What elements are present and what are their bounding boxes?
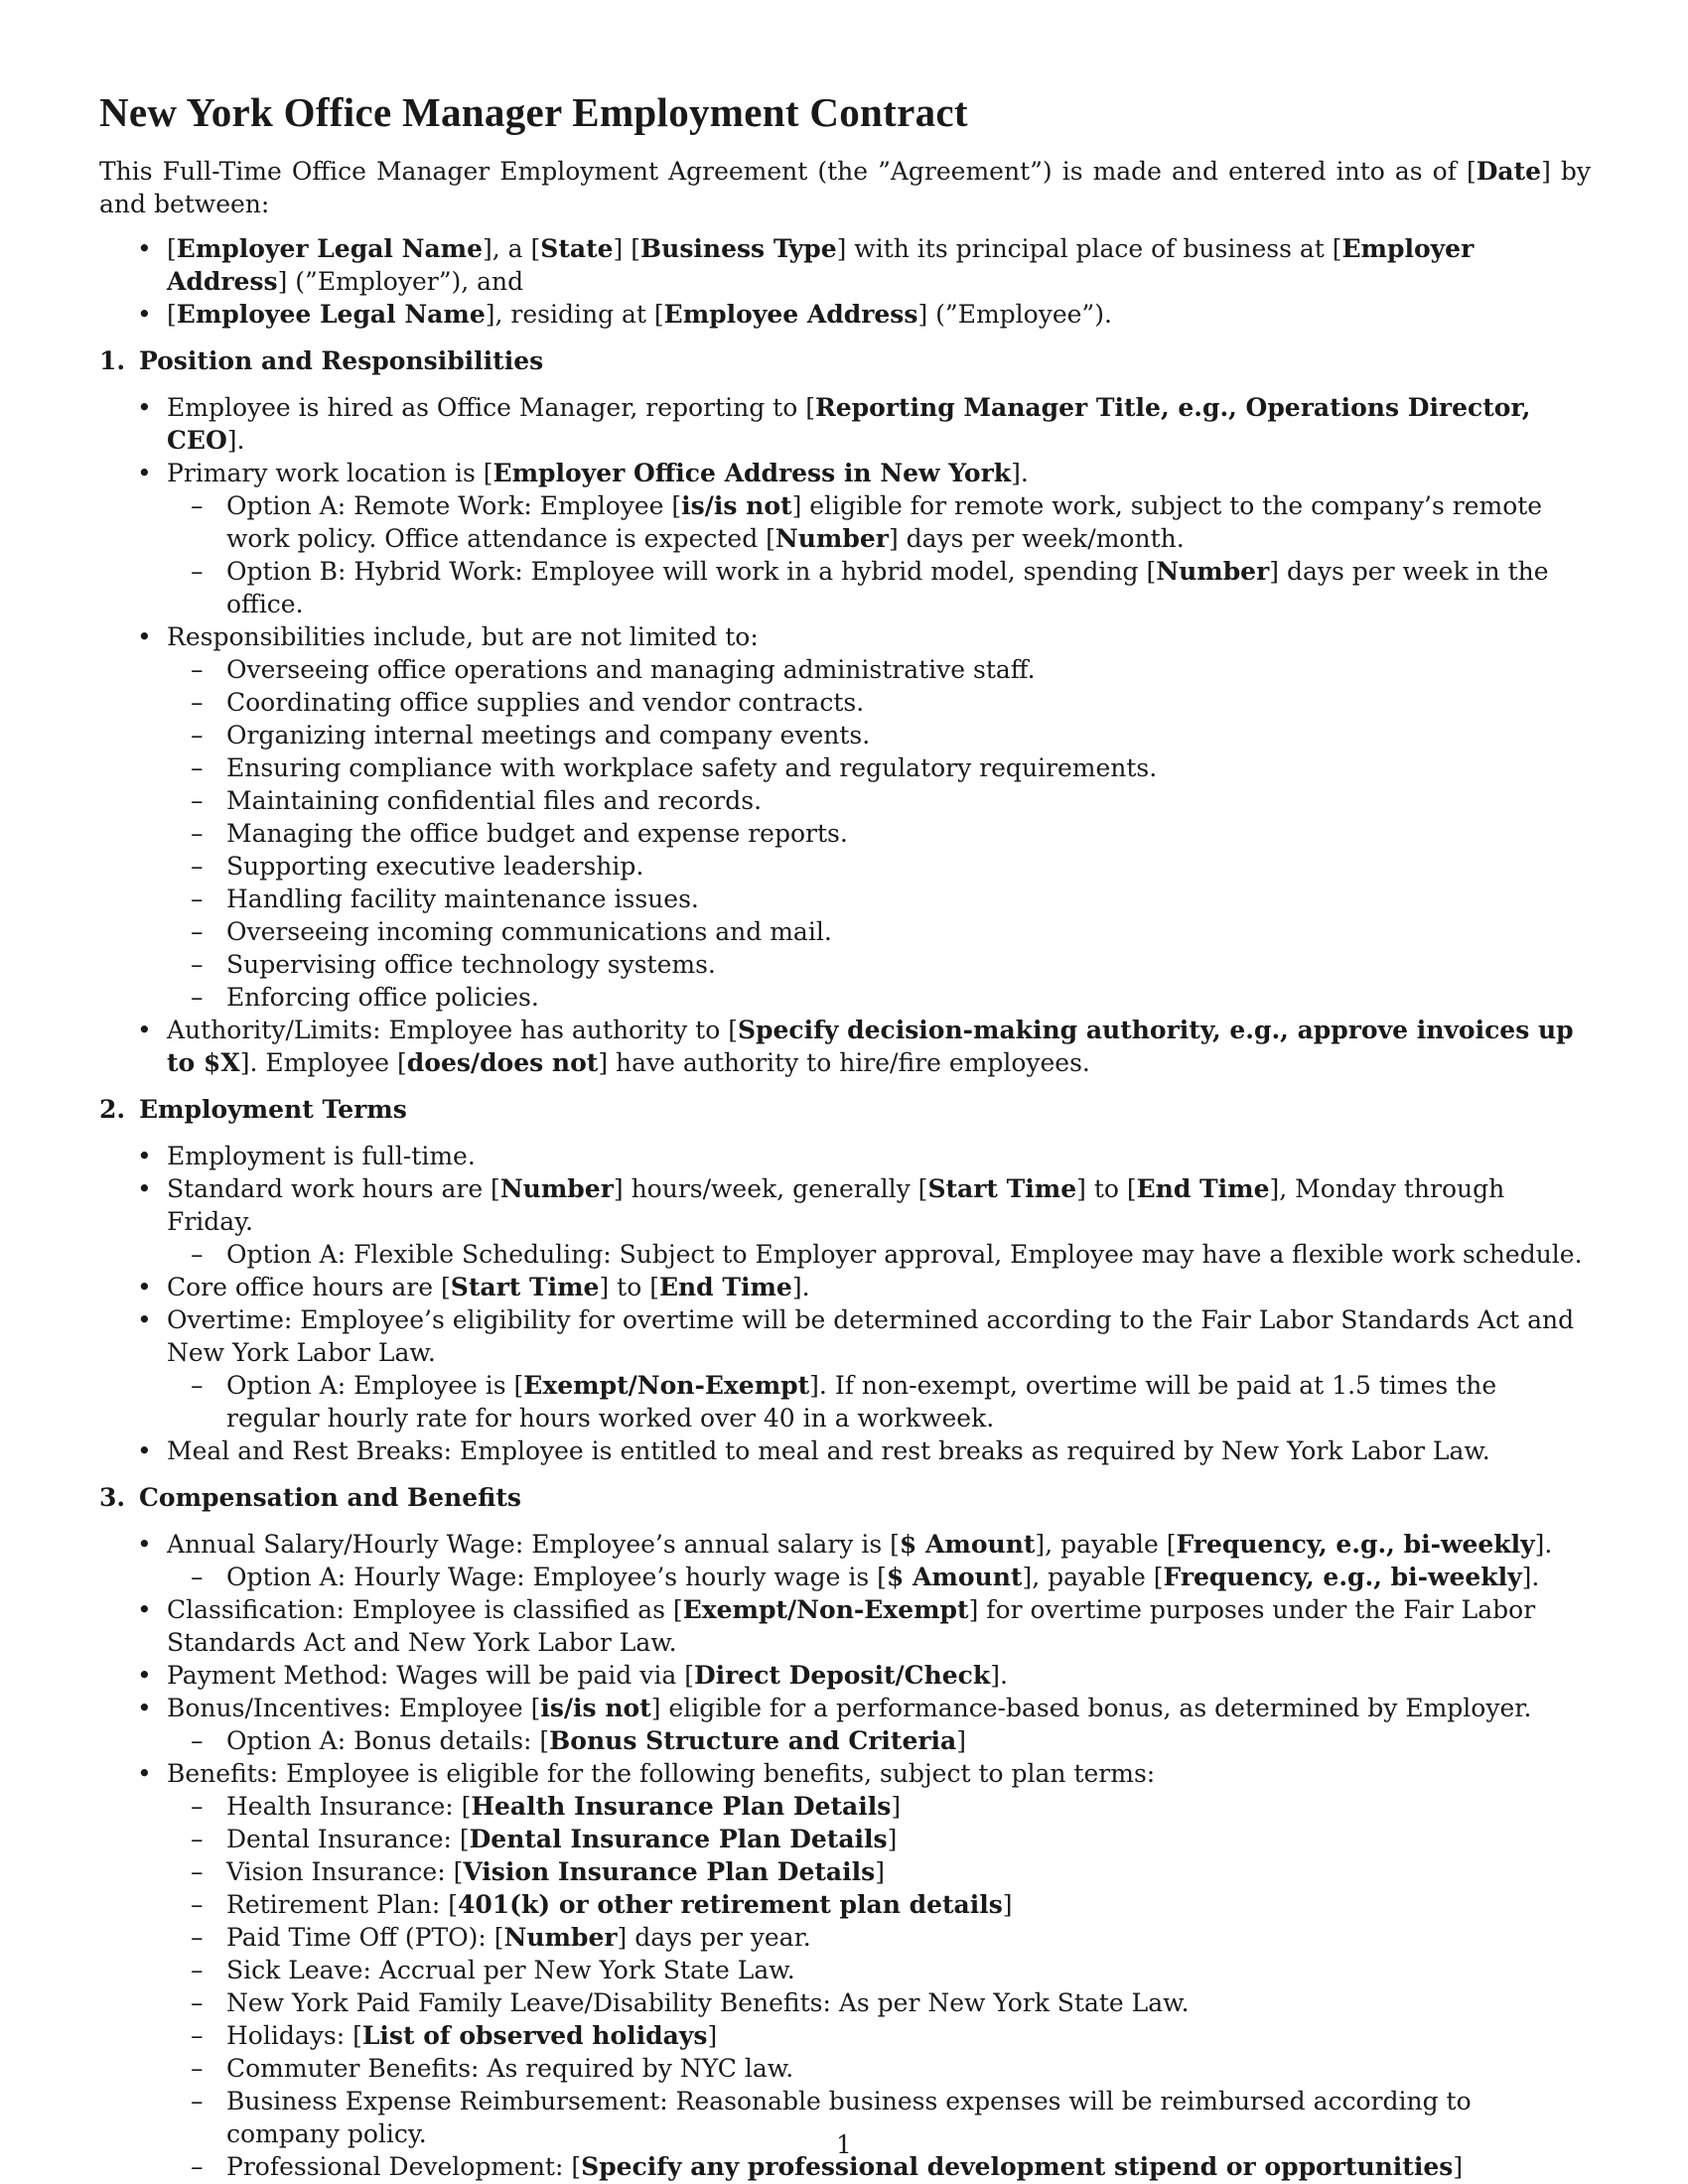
- section-employment-terms: [99, 1093, 1591, 1467]
- list-item: – Option A: Bonus details: [Bonus Structure and Criteria]: [167, 1724, 1591, 1757]
- list-item: – Option A: Employee is [Exempt/Non-Exempt]. If non-exempt, overtime will be paid at 1.5 times the regular hourly rate for hours worked over 40 in a workweek.: [167, 1369, 1591, 1434]
- section-heading: 3. Compensation and Benefits: [99, 1483, 521, 1512]
- document-page: [99, 85, 1591, 2183]
- list-item: – Option A: Flexible Scheduling: Subject to Employer approval, Employee may have a flexible work schedule.: [167, 1238, 1591, 1271]
- list-item: – Professional Development: [Specify any professional development stipend or opportunities]: [167, 2150, 1591, 2183]
- section-compensation: [99, 1481, 1591, 2183]
- page-number: 1: [836, 2130, 852, 2159]
- date-placeholder: Date: [1476, 157, 1542, 186]
- list-item: • Overtime: Employee’s eligibility for overtime will be determined according to the Fair Labor Standards Act and New York Labor Law. – Option A: Employee is [Exempt/Non-Exempt]. If non-exempt, overtime will be paid at 1.5 times the regular hourly rate for hours worked over 40 in a workweek.: [99, 1303, 1591, 1434]
- list-item: – Vision Insurance: [Vision Insurance Plan Details]: [167, 1855, 1591, 1888]
- list-item: • Employee is hired as Office Manager, reporting to [Reporting Manager Title, e.g., Operations Director, CEO].: [99, 391, 1591, 457]
- list-item: – Sick Leave: Accrual per New York State Law.: [167, 1954, 1591, 1986]
- list-item: – Supervising office technology systems.: [167, 948, 1591, 981]
- list-item: • Core office hours are [Start Time] to [End Time].: [99, 1271, 1591, 1303]
- list-item: – Option A: Hourly Wage: Employee’s hourly wage is [$ Amount], payable [Frequency, e.g., bi-weekly].: [167, 1561, 1591, 1593]
- list-item: – Option B: Hybrid Work: Employee will work in a hybrid model, spending [Number] days per week in the office.: [167, 555, 1591, 620]
- list-item: – New York Paid Family Leave/Disability Benefits: As per New York State Law.: [167, 1986, 1591, 2019]
- list-item: • Meal and Rest Breaks: Employee is entitled to meal and rest breaks as required by New York Labor Law.: [99, 1434, 1591, 1467]
- list-item: • Employment is full-time.: [99, 1140, 1591, 1172]
- list-item: – Supporting executive leadership.: [167, 850, 1591, 883]
- list-item: • Responsibilities include, but are not limited to: – Overseeing office operations and managing administrative staff. – Coordinating office supplies and vendor contracts. – Organizing internal meetings and company events. – Ensuring compliance with workplace safety and regulatory requirements. – Maintaining confidential files and records. – Managing the office budget and expense reports. – Supporting executive leadership. – Handling facility maintenance issues. – Overseeing incoming communications and mail. – Supervising office technology systems. – Enforcing office policies.: [99, 620, 1591, 1014]
- list-item: • [Employee Legal Name], residing at [Employee Address] (”Employee”).: [99, 298, 1591, 331]
- intro-paragraph: This Full-Time Office Manager Employment Agreement (the ”Agreement”) is made and entered into as of [Date] by and between:: [99, 157, 1592, 218]
- list-item: – Managing the office budget and expense reports.: [167, 817, 1591, 850]
- list-item: – Dental Insurance: [Dental Insurance Plan Details]: [167, 1823, 1591, 1855]
- section-position: [99, 344, 1591, 1079]
- list-item: – Overseeing incoming communications and mail.: [167, 915, 1591, 948]
- list-item: – Business Expense Reimbursement: Reasonable business expenses will be reimbursed according to company policy.: [167, 2085, 1591, 2150]
- list-item: – Option A: Remote Work: Employee [is/is not] eligible for remote work, subject to the company’s remote work policy. Office attendance is expected [Number] days per week/month.: [167, 489, 1591, 555]
- list-item: • Classification: Employee is classified as [Exempt/Non-Exempt] for overtime purposes under the Fair Labor Standards Act and New York Labor Law.: [99, 1593, 1591, 1659]
- list-item: • Benefits: Employee is eligible for the following benefits, subject to plan terms: – Health Insurance: [Health Insurance Plan Details] – Dental Insurance: [Dental Insurance Plan Details] – Vision Insurance: [Vision Insurance Plan Details] – Retirement Plan: [401(k) or other retirement plan details] – Paid Time Off (PTO): [Number] days per year. – Sick Leave: Accrual per New York State Law. – New York Paid Family Leave/Disability Benefits: As per New York State Law. – Holidays: [List of observed holidays] – Commuter Benefits: As required by NYC law. – Business Expense Reimbursement: Reasonable business expenses will be reimbursed according to company policy. – Professional Development: [Specify any professional development stipend or opportunities]: [99, 1757, 1591, 2183]
- list-item: – Coordinating office supplies and vendor contracts.: [167, 686, 1591, 719]
- section-heading: 2. Employment Terms: [99, 1095, 407, 1124]
- list-item: – Paid Time Off (PTO): [Number] days per year.: [167, 1921, 1591, 1954]
- list-item: – Ensuring compliance with workplace safety and regulatory requirements.: [167, 751, 1591, 784]
- list-item: – Holidays: [List of observed holidays]: [167, 2019, 1591, 2052]
- list-item: • Annual Salary/Hourly Wage: Employee’s annual salary is [$ Amount], payable [Frequency, e.g., bi-weekly]. – Option A: Hourly Wage: Employee’s hourly wage is [$ Amount], payable [Frequency, e.g., bi-weekly].: [99, 1528, 1591, 1593]
- section-heading: 1. Position and Responsibilities: [99, 346, 544, 375]
- list-item: – Maintaining confidential files and records.: [167, 784, 1591, 817]
- list-item: • Payment Method: Wages will be paid via [Direct Deposit/Check].: [99, 1659, 1591, 1692]
- list-item: • Primary work location is [Employer Office Address in New York]. – Option A: Remote Work: Employee [is/is not] eligible for remote work, subject to the company’s remote work policy. Office attendance is expected [Number] days per week/month. – Option B: Hybrid Work: Employee will work in a hybrid model, spending [Number] days per week in the office.: [99, 457, 1591, 620]
- list-item: – Organizing internal meetings and company events.: [167, 719, 1591, 751]
- list-item: – Health Insurance: [Health Insurance Plan Details]: [167, 1790, 1591, 1823]
- parties-list: [99, 232, 1591, 331]
- list-item: – Commuter Benefits: As required by NYC law.: [167, 2052, 1591, 2085]
- list-item: – Retirement Plan: [401(k) or other retirement plan details]: [167, 1888, 1591, 1921]
- list-item: • Authority/Limits: Employee has authority to [Specify decision-making authority, e.g., approve invoices up to $X]. Employee [does/does not] have authority to hire/fire employees.: [99, 1014, 1591, 1079]
- list-item: – Overseeing office operations and managing administrative staff.: [167, 653, 1591, 686]
- document-title: New York Office Manager Employment Contract: [99, 89, 968, 135]
- list-item: • Bonus/Incentives: Employee [is/is not] eligible for a performance-based bonus, as determined by Employer. – Option A: Bonus details: [Bonus Structure and Criteria]: [99, 1692, 1591, 1757]
- list-item: – Enforcing office policies.: [167, 981, 1591, 1014]
- list-item: • Standard work hours are [Number] hours/week, generally [Start Time] to [End Time], Monday through Friday. – Option A: Flexible Scheduling: Subject to Employer approval, Employee may have a flexible work schedule.: [99, 1172, 1591, 1271]
- list-item: • [Employer Legal Name], a [State] [Business Type] with its principal place of business at [Employer Address] (”Employer”), and: [99, 232, 1591, 298]
- list-item: – Handling facility maintenance issues.: [167, 883, 1591, 915]
